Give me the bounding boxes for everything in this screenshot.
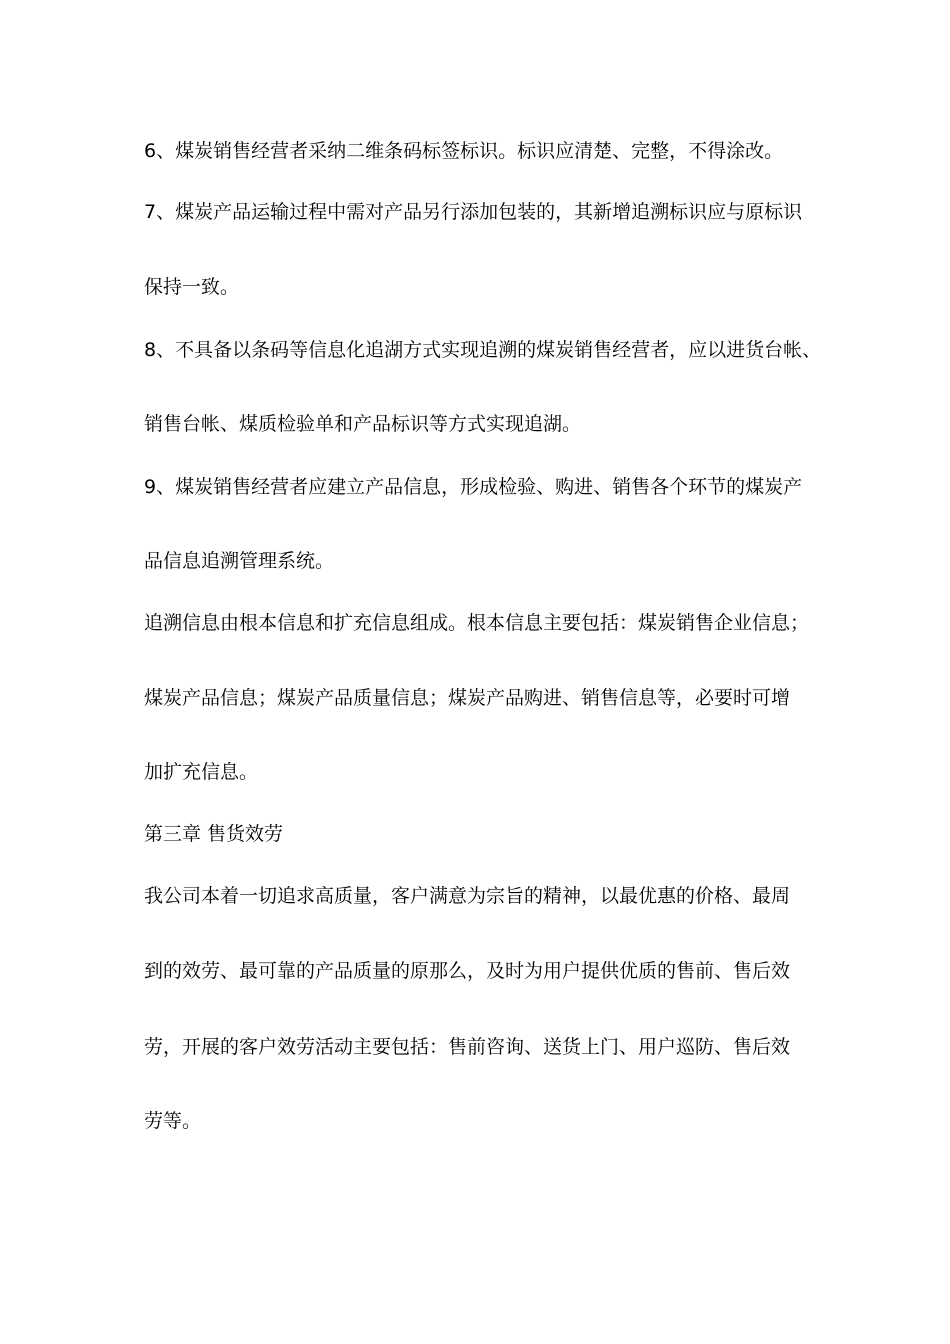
item-6-text: 6、煤炭销售经营者采纳二维条码标签标识。标识应清楚、完整，不得涂改。	[144, 140, 784, 162]
item-8-text-line-1: 8、不具备以条码等信息化追湖方式实现追溯的煤炭销售经营者，应以进货台帐、	[144, 339, 822, 361]
service-paragraph-line-1: 我公司本着一切追求高质量，客户满意为宗旨的精神，以最优惠的价格、最周	[144, 885, 791, 907]
item-8-text-line-2: 销售台帐、煤质检验单和产品标识等方式实现追湖。	[144, 413, 582, 435]
service-paragraph-line-4: 劳等。	[144, 1110, 202, 1132]
service-paragraph-line-2: 到的效劳、最可靠的产品质量的原那么，及时为用户提供优质的售前、售后效	[144, 960, 791, 982]
item-7-text-line-1: 7、煤炭产品运输过程中需对产品另行添加包装的，其新增追溯标识应与原标识	[144, 201, 803, 223]
item-7-text-line-2: 保持一致。	[144, 276, 240, 298]
service-paragraph-line-3: 劳，开展的客户效劳活动主要包括：售前咨询、送货上门、用户巡防、售后效	[144, 1036, 791, 1058]
item-9-text-line-1: 9、煤炭销售经营者应建立产品信息，形成检验、购进、销售各个环节的煤炭产	[144, 476, 803, 498]
trace-info-paragraph-line-1: 追溯信息由根本信息和扩充信息组成。根本信息主要包括：煤炭销售企业信息；	[144, 612, 810, 634]
chapter-3-heading: 第三章 售货效劳	[144, 823, 284, 845]
item-9-text-line-2: 品信息追溯管理系统。	[144, 550, 335, 572]
trace-info-paragraph-line-3: 加扩充信息。	[144, 761, 259, 783]
trace-info-paragraph-line-2: 煤炭产品信息；煤炭产品质量信息；煤炭产品购进、销售信息等，必要时可增	[144, 687, 791, 709]
